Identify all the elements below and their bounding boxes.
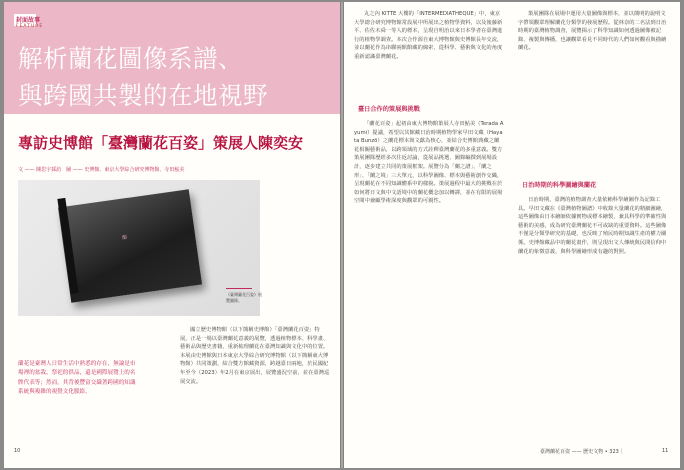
pull-quote: 蘭花是臺灣人日常生活中熟悉的存在，無論是市場裡的盆栽、祭祀的供品，還是國際展覽上的名牌代表等；然而，其背後豐富交織著跨國的知識系統與複雜的視覺文化脈絡。 xyxy=(18,361,136,396)
caption-rule xyxy=(226,288,252,289)
section-tag-cn: 封面故事 xyxy=(16,17,41,24)
section-tag-en: FEATURE xyxy=(16,24,44,29)
photo-caption: 《臺灣蘭花百姿》展覽圖錄。 xyxy=(226,292,262,303)
body-paragraph: 「蘭花百姿」起初由東大博物館策展人寺田鮎美（Terada Ayumi）提議，希望以其館藏日治時期植物學家早田文藏（Hayata Bunzō）之蘭花標本與文獻為核心，並結合史博館典藏之蘭花相關藝術品，以跨領域的方式詮釋臺灣蘭花的多重意義。雙方策展團隊歷經多次往返討論，從展品挑選、圖錄編撰到展場設計，逐步建立共同的策展框架。展覽分為「蘭之譜」、「蘭之形」、「蘭之境」三大單元，以科學圖像、標本與藝術創作交織，呈現蘭花在不同知識體系中的樣貌。策展過程中最大的挑戰在於如何將日文與中文語境中的蘭花概念加以轉譯，並在有限的展場空間中兼顧學術深度與觀眾的可親性。 xyxy=(354,121,504,205)
page-number-right: 11 xyxy=(662,448,669,454)
body-text-col2-top xyxy=(518,10,670,170)
article-title: 解析蘭花圖像系譜、 與跨國共製的在地視野 xyxy=(18,44,268,110)
body-paragraph: 日治時期，臺灣的植物調查大量依賴科學繪圖作為記錄工具。早田文藏在《臺灣植物圖譜》中收錄大量蘭花的精細圖繪，這些圖像由日本繪師依據實物或標本繪製，兼具科學的準確性與藝術的美感，成為研究臺灣蘭花不可或缺的重要資料。這些圖像不僅是分類學研究的基礎，也反映了殖民時期知識生產的權力關係。史博館藏品中的蘭花畫作，則呈現出文人傳統與民間信仰中蘭花的象徵意義，與科學圖繪形成有趣的對照。 xyxy=(518,197,667,255)
left-page xyxy=(4,2,340,468)
intro-text xyxy=(354,10,504,95)
book-cover-text: 蘭 xyxy=(121,234,128,242)
body-text-col2 xyxy=(518,196,670,442)
body-text-col1 xyxy=(354,120,504,442)
right-page xyxy=(344,2,680,468)
page-number-left: 10 xyxy=(14,448,21,454)
byline: 文 —— 陳思宇採訪 圖 —— 史博館、東京大學綜合研究博物館、寺田鮎美 xyxy=(18,167,185,173)
article-subtitle: 專訪史博館「臺灣蘭花百姿」策展人陳奕安 xyxy=(18,134,304,152)
catalog-book-image xyxy=(58,189,202,302)
running-head: 臺灣蘭花百姿 —— 歷史文物 • 323｜ xyxy=(540,449,624,455)
body-paragraph: 策展團隊在展場中運用大量圖像與標本，並以簡明的說明文字帶領觀眾理解蘭花分類學的發展歷程。從林奈的二名法到日治時期的臺灣植物調查，展覽揭示了科學知識如何透過圖像被記錄、複製與傳播，也讓觀眾看見不同時代的人們如何觀看與描繪蘭花。 xyxy=(518,11,667,52)
body-paragraph: 丸之內 KITTE 大樓的「INTERMEDIATHEQUE」中，東京大學總合研究博物館常設展中所展出之植物學資料，以及後藤新平、佐佐木舜一等人的標本，呈現自明治以來日本學者在臺灣進行的植物學調查。本次合作源自東大博物館與史博館長年交流，並以蘭花作為串聯兩館館藏的線索，從科學、藝術與文化的角度重新認識臺灣蘭花。 xyxy=(354,11,503,60)
body-text-left xyxy=(180,326,330,444)
section-heading-1: 臺日合作的策展與挑戰 xyxy=(358,106,420,113)
section-heading-2: 日治時期的科學圖繪與蘭花 xyxy=(522,182,597,189)
body-paragraph: 國立歷史博物館（以下簡稱史博館）「臺灣蘭花百姿」特展，正是一場以臺灣蘭花意義的展覽，透過植物標本、科學畫、藝術品與歷史書籍，重新梳理蘭花在臺灣知識與文化中的位置。本展由史博館與日本東京大學綜合研究博物館（以下簡稱東大博物館）共同策劃，結合雙方館藏資源，跨越臺日兩地，於民國紀年至今（2023）年2月在東京展出，展覽盛況空前，並在臺灣巡展交流。 xyxy=(180,327,330,385)
